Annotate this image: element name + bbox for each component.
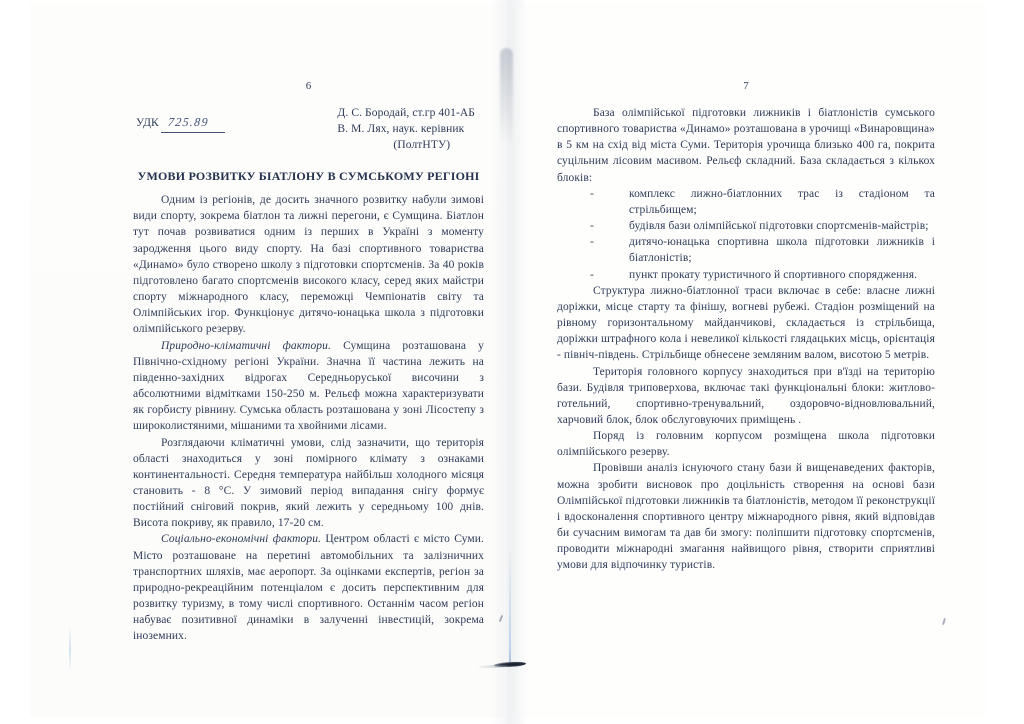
paragraph-text: Сумщина розташована у Північно-східному регіоні України. Значна її частина лежить на південно-західних відрогах Середньоруської височини з абсолютними відмітками 150-250 м. Рельєф можна характеризувати як горбисту рівнину. Сумська область розташована у зоні Лісостепу з широколистяними, мішаними та хвойними лісами. xyxy=(133,339,484,433)
paragraph: Структура лижно-біатлонної траси включає в себе: власне лижні доріжки, місце старту та фінішу, вогневі рубежі. Стадіон розміщений на рівному горизонтальному майданчикові, складається із стрільбища, доріжки штрафного кола і невеликої кількості глядацьких місць, орієнтація - північ-південь. Стрільбище обнесене земляним валом, висотою 5 метрів. xyxy=(557,284,935,362)
bullet-item xyxy=(557,218,935,234)
bullet-item-text: комплекс лижно-біатлонних трас із стадіоном та стрільбищем; xyxy=(629,187,935,216)
bullet-item-text: будівля бази олімпійської підготовки спортсменів-майстрів; xyxy=(629,220,929,233)
paragraph xyxy=(133,192,484,337)
paragraph-text: Одним із регіонів, де досить значного розвитку набули зимові види спорту, зокрема біатлон та лижні перегони, є Сумщина. Біатлон тут почав розвиватися одним із перших в Україні з моменту зародження цього виду спорту. На базі спортивного товариства «Динамо» було створено школу з підготовки спортсменів. За 40 років підготовлено багато спортсменів високого класу, серед яких майстри спорту міжнародного класу, переможці Чемпіонатів світу та Олімпійських ігор. Функціонує дитячо-юнацька школа з підготовки олімпійського резерву. xyxy=(133,194,484,336)
author-line: В. М. Лях, наук. керівник xyxy=(337,122,465,135)
author-block xyxy=(337,106,475,153)
paragraph: База олімпійської підготовки лижників і біатлоністів сумського спортивного товариства «Динамо» розташована в урочищі «Винаровщина» в 5 км на схід від міста Суми. Територія урочища близько 400 га, покрита суцільним лісовим масивом. Рельєф складний. База складається з кількох блоків: xyxy=(557,107,935,184)
paragraph xyxy=(133,338,484,435)
paragraph xyxy=(133,531,484,644)
bullet-item-text: дитячо-юнацька спортивна школа підготовки лижників і біатлоністів; xyxy=(629,236,935,265)
udk-number-handwritten: 725.89 xyxy=(167,115,210,129)
bullet-item-text: пункт прокату туристичного й спортивного спорядження. xyxy=(629,268,918,281)
dash-marker: - xyxy=(590,236,594,249)
paragraph: Територія головного корпусу знаходиться при в'їзді на територію бази. Будівля триповерхова, включає такі функціональні блоки: житлово-готельний, спортивно-тренувальний, оздоровчо-відновлювальний, харчовий блок, блок обслуговуючих приміщень . xyxy=(557,365,935,426)
paragraph: Провівши аналіз існуючого стану бази й вищенаведених факторів, можна зробити висновок про доцільність створення на основі бази Олімпійської підготовки лижників та біатлоністів, методом її реконструкції і вдосконалення спортивного центру міжнародного рівня, який відповідав би сучасним вимогам та дав би змогу: поліпшити підготовку спортсменів, проводити міжнародні змагання найвищого рівня, створити сприятливі умови для відпочинку туристів. xyxy=(557,462,935,572)
organization-line: (ПолтНТУ) xyxy=(393,138,451,151)
paragraph-lead: Соціально-економічні фактори. xyxy=(161,533,322,546)
dash-marker: - xyxy=(590,187,594,200)
article-title: УМОВИ РОЗВИТКУ БІАТЛОНУ В СУМСЬКОМУ РЕГІОНІ xyxy=(137,169,480,183)
page-curl-line xyxy=(69,626,71,670)
paragraph-text: Центром області є місто Суми. Місто розташоване на перетині автомобільних та залізничних транспортних шляхів, має аеропорт. За оцінками експертів, регіон за природно-рекреаційним потенціалом є досить перспективним для розвитку туризму, в тому числі спортивного. Останнім часом регіон набуває позитивної динаміки в залученні інвестицій, зокрема іноземних. xyxy=(133,533,484,643)
paragraph xyxy=(133,435,484,532)
bullet-item xyxy=(557,186,935,218)
right-page xyxy=(557,80,935,574)
bullet-item xyxy=(557,267,935,283)
udk-underline xyxy=(161,114,225,133)
page-number: 7 xyxy=(743,80,749,92)
dash-marker: - xyxy=(590,268,594,281)
article-header xyxy=(133,97,484,157)
spine-top-fold-shadow xyxy=(500,48,513,144)
author-line: Д. С. Бородай, ст.гр 401-АБ xyxy=(337,107,475,119)
udk-label: УДК xyxy=(136,117,159,129)
dash-marker: - xyxy=(590,220,594,233)
paragraph-lead: Природно-кліматичні фактори. xyxy=(161,339,331,352)
paragraph: Поряд із головним корпусом розміщена школа підготовки олімпійського резерву. xyxy=(557,430,935,459)
bullet-list xyxy=(557,186,935,283)
udk-line xyxy=(136,114,225,133)
bullet-item xyxy=(557,234,935,266)
paragraph-text: Розглядаючи кліматичні умови, слід зазначити, що територія області знаходиться у зоні помірного клімату з ознаками континентальності. Середня температура найбільш холодного місяця становить - 8 °С. У зимовий період випадання снігу формує постійний сніговий покрив, який лежить у середньому 100 днів. Висота покриву, як правило, 17-20 см. xyxy=(133,436,484,530)
left-page xyxy=(133,80,484,645)
page-number: 6 xyxy=(305,80,312,92)
spine-fold-highlight xyxy=(509,548,511,666)
